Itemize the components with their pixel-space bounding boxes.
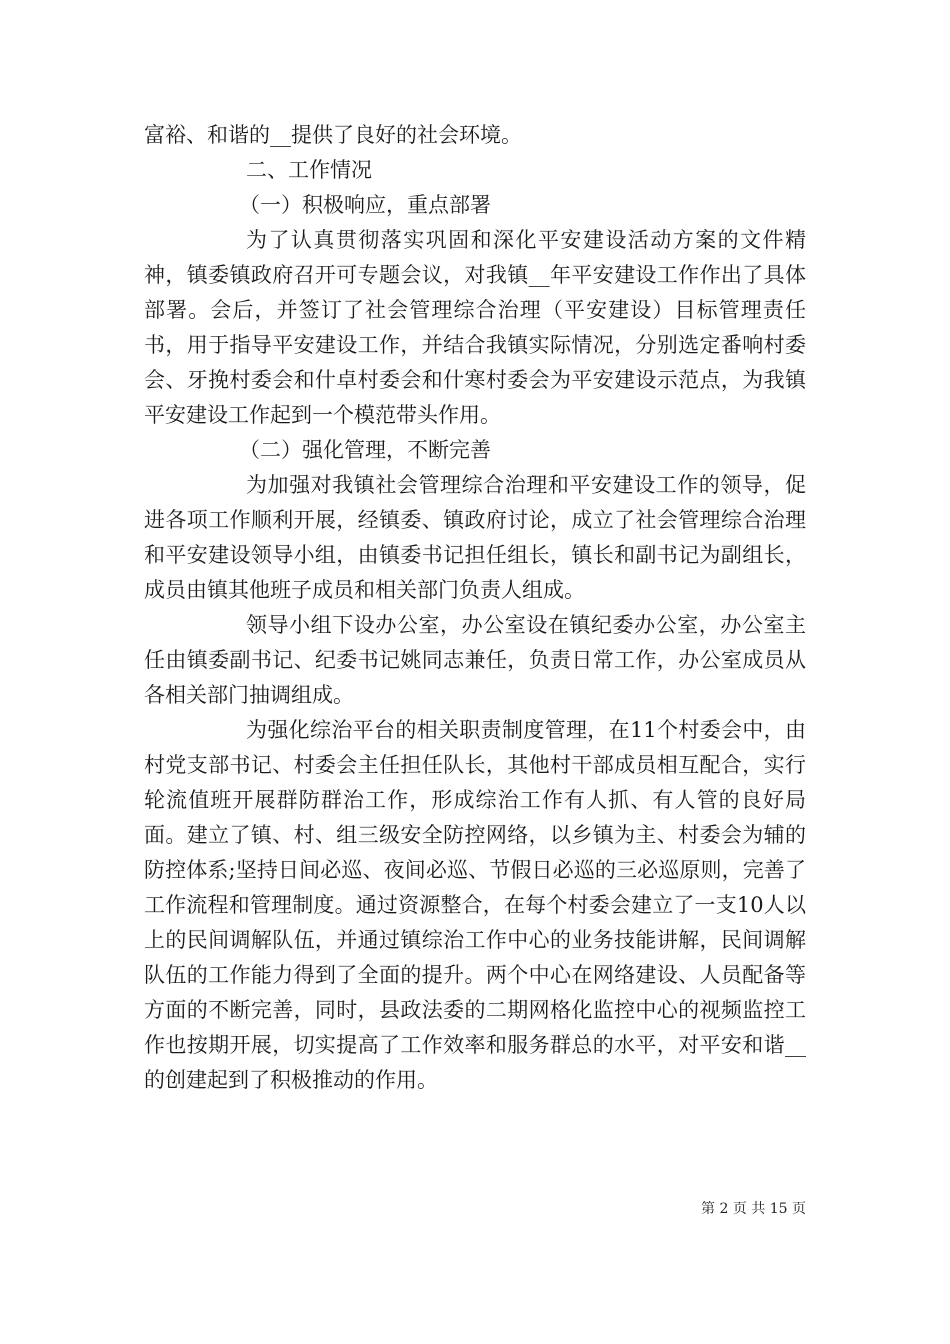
section-heading-work-status: 二、工作情况: [246, 158, 372, 182]
document-body: [144, 118, 806, 1098]
paragraph-continuation: 富裕、和谐的__提供了良好的社会环境。: [144, 123, 522, 147]
paragraph-body: 为加强对我镇社会管理综合治理和平安建设工作的领导，促进各项工作顺利开展，经镇委、镇政府讨论，成立了社会管理综合治理和平安建设领导小组，由镇委书记担任组长，镇长和副书记为副组长，成员由镇其他班子成员和相关部门负责人组成。: [144, 473, 806, 602]
page-number-footer: 第 2 页 共 15 页: [701, 1201, 806, 1217]
subsection-heading-2: （二）强化管理，不断完善: [239, 438, 491, 462]
paragraph-body: 为了认真贯彻落实巩固和深化平安建设活动方案的文件精神，镇委镇政府召开可专题会议，对我镇__年平安建设工作作出了具体部署。会后，并签订了社会管理综合治理（平安建设）目标管理责任书，用于指导平安建设工作，并结合我镇实际情况，分别选定番响村委会、牙挽村委会和什卓村委会和什寒村委会为平安建设示范点，为我镇平安建设工作起到一个模范带头作用。: [144, 228, 806, 427]
paragraph-body: 领导小组下设办公室，办公室设在镇纪委办公室，办公室主任由镇委副书记、纪委书记姚同志兼任，负责日常工作，办公室成员从各相关部门抽调组成。: [144, 613, 806, 707]
subsection-heading-1: （一）积极响应，重点部署: [239, 193, 491, 217]
paragraph-body: 为强化综治平台的相关职责制度管理，在11个村委会中，由村党支部书记、村委会主任担任队长，其他村干部成员相互配合，实行轮流值班开展群防群治工作，形成综治工作有人抓、有人管的良好局面。建立了镇、村、组三级安全防控网络，以乡镇为主、村委会为辅的防控体系;坚持日间必巡、夜间必巡、节假日必巡的三必巡原则，完善了工作流程和管理制度。通过资源整合，在每个村委会建立了一支10人以上的民间调解队伍，并通过镇综治工作中心的业务技能讲解，民间调解队伍的工作能力得到了全面的提升。两个中心在网络建设、人员配备等方面的不断完善，同时，县政法委的二期网格化监控中心的视频监控工作也按期开展，切实提高了工作效率和服务群总的水平，对平安和谐__的创建起到了积极推动的作用。: [144, 718, 806, 1092]
